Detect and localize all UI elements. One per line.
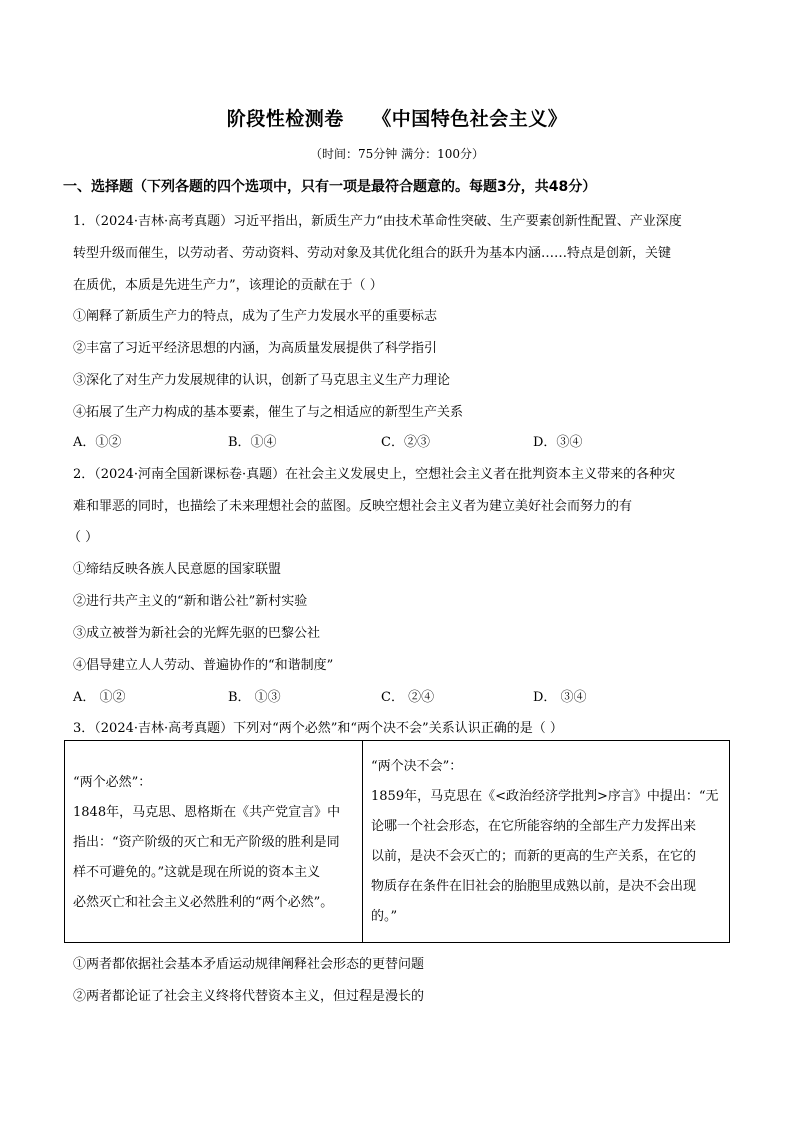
exam-title: 阶段性检测卷 《中国特色社会主义》: [226, 108, 568, 130]
q3-left-line: 必然灭亡和社会主义必然胜利的“两个必然”。: [73, 895, 334, 910]
q1-stem-line: 转型升级而催生，以劳动者、劳动资料、劳动对象及其优化组合的跃升为基本内涵……特点是创新，关键: [73, 246, 672, 261]
q2-item: ①缔结反映各族人民意愿的国家联盟: [73, 562, 282, 577]
q3-left-line: 样不可避免的。”这就是现在所说的资本主义: [73, 865, 321, 880]
q3-stem: 3．（2024·吉林·高考真题）下列对“两个必然”和“两个决不会”关系认识正确的是（ ）: [73, 721, 563, 736]
q1-item: ③深化了对生产力发展规律的认识，创新了马克思主义生产力理论: [73, 373, 451, 388]
q3-left-line: 指出：“资产阶级的灭亡和无产阶级的胜利是同: [73, 835, 340, 850]
q2-option-a[interactable]: A． ①②: [73, 690, 126, 705]
section-heading: 一、选择题（下列各题的四个选项中，只有一项是最符合题意的。每题3分，共48分）: [63, 179, 597, 195]
q3-right-line: 的。”: [371, 909, 398, 924]
q2-option-c[interactable]: C． ②④: [381, 690, 435, 705]
q3-right-line: 论哪一个社会形态，在它所能容纳的全部生产力发挥出来: [371, 819, 697, 834]
q3-right-cell: [363, 741, 730, 943]
q1-option-a[interactable]: A．①②: [73, 435, 122, 450]
q3-material-table: [64, 740, 730, 943]
q2-item: ④倡导建立人人劳动、普遍协作的“和谐制度”: [73, 658, 334, 673]
q2-item: ②进行共产主义的“新和谐公社”新村实验: [73, 594, 308, 609]
q2-option-d[interactable]: D． ③④: [533, 690, 587, 705]
q1-stem-line: 1．（2024·吉林·高考真题）习近平指出，新质生产力“由技术革命性突破、生产要素创新性配置、产业深度: [73, 214, 682, 229]
q2-option-b[interactable]: B． ①③: [228, 690, 281, 705]
q3-item: ①两者都依据社会基本矛盾运动规律阐释社会形态的更替问题: [73, 957, 425, 972]
q3-right-line: 物质存在条件在旧社会的胎胞里成熟以前，是决不会出现: [371, 879, 697, 894]
q3-left-line: 1848年，马克思、恩格斯在《共产党宣言》中: [73, 805, 341, 820]
q3-right-line: 以前，是决不会灭亡的；而新的更高的生产关系，在它的: [371, 849, 697, 864]
q1-item: ②丰富了习近平经济思想的内涵，为高质量发展提供了科学指引: [73, 341, 438, 356]
q2-answer-blank: （ ）: [68, 530, 99, 545]
q1-option-b[interactable]: B．①④: [228, 435, 277, 450]
q1-stem-line: 在质优，本质是先进生产力”，该理论的贡献在于（ ）: [73, 278, 383, 293]
q1-item: ①阐释了新质生产力的特点，成为了生产力发展水平的重要标志: [73, 309, 438, 324]
q2-stem-line: 2．（2024·河南全国新课标卷·真题）在社会主义发展史上，空想社会主义者在批判资本主义带来的各种灾: [73, 467, 676, 482]
q1-item: ④拓展了生产力构成的基本要素，催生了与之相适应的新型生产关系: [73, 405, 464, 420]
q3-right-line: “两个决不会”：: [371, 759, 463, 774]
q3-left-line: “两个必然”：: [73, 775, 152, 790]
q3-left-cell: [65, 741, 363, 943]
q3-item: ②两者都论证了社会主义终将代替资本主义，但过程是漫长的: [73, 989, 425, 1004]
q1-option-c[interactable]: C．②③: [381, 435, 430, 450]
q2-item: ③成立被誉为新社会的光辉先驱的巴黎公社: [73, 626, 321, 641]
q2-stem-line: 难和罪恶的同时，也描绘了未来理想社会的蓝图。反映空想社会主义者为建立美好社会而努力的有: [73, 499, 633, 514]
exam-time-score: （时间：75分钟 满分：100分）: [310, 147, 484, 161]
q1-option-d[interactable]: D．③④: [533, 435, 583, 450]
q3-right-line: 1859年，马克思在《<政治经济学批判>序言》中提出：“无: [371, 789, 719, 804]
